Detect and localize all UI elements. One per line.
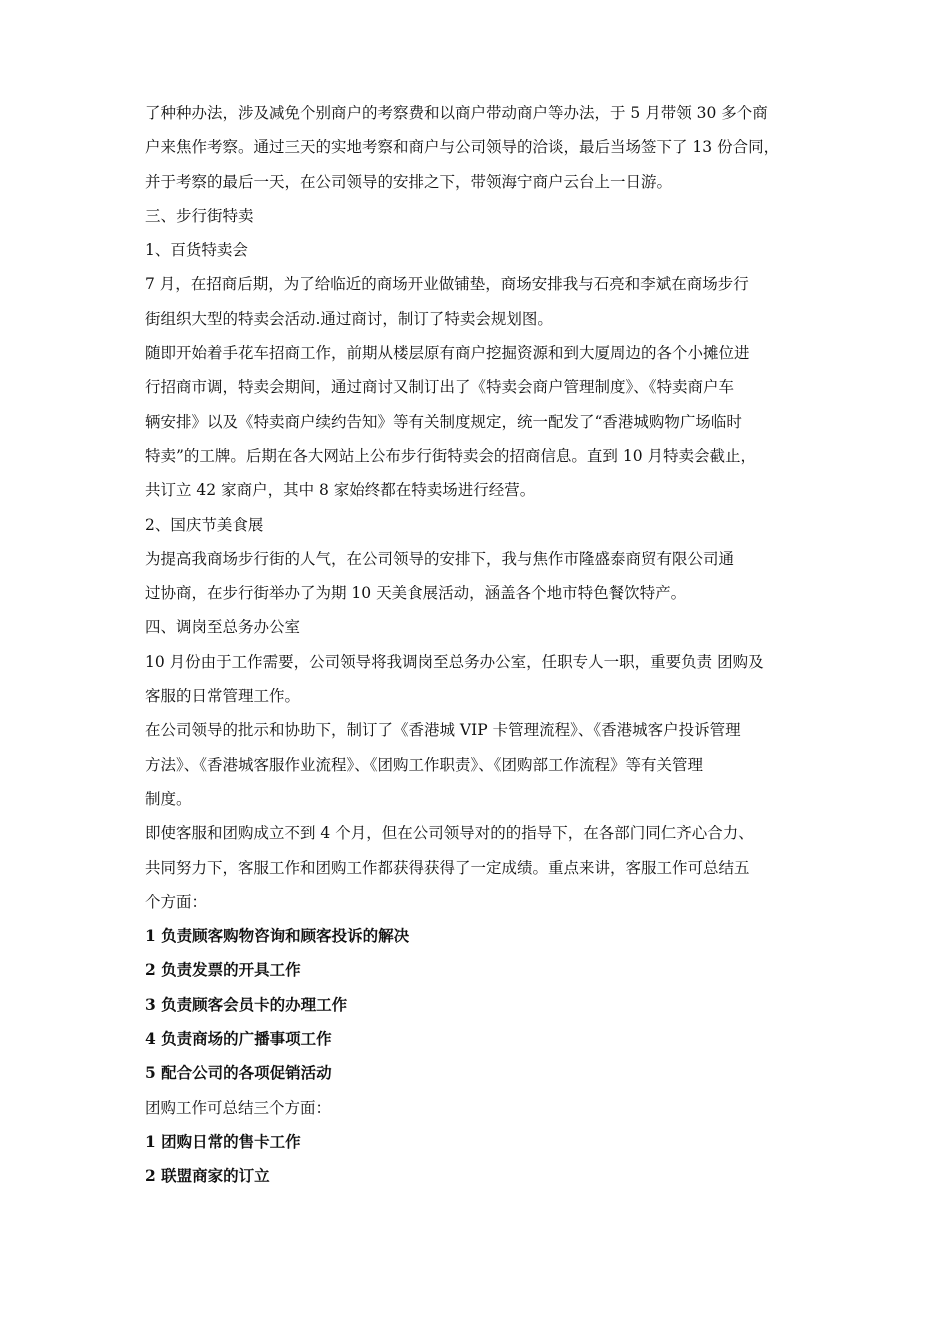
paragraph-line: 制度。: [145, 789, 192, 808]
paragraph-line: 过协商，在步行街举办了为期 10 天美食展活动，涵盖各个地市特色餐饮特产。: [145, 584, 687, 603]
paragraph-line: 了种种办法，涉及减免个别商户的考察费和以商户带动商户等办法，于 5 月带领 30 多个商: [145, 104, 768, 122]
list-item-bold: 3 负责顾客会员卡的办理工作: [145, 994, 348, 1014]
list-item-bold: 2 联盟商家的订立: [145, 1166, 270, 1186]
paragraph-line: 辆安排》以及《特卖商户续约告知》等有关制度规定，统一配发了“香港城购物广场临时: [145, 412, 742, 431]
paragraph-line: 街组织大型的特卖会活动.通过商讨，制订了特卖会规划图。: [145, 309, 553, 328]
paragraph-line: 共订立 42 家商户，其中 8 家始终都在特卖场进行经营。: [145, 481, 536, 500]
list-item-bold: 5 配合公司的各项促销活动: [145, 1063, 332, 1083]
paragraph-line: 四、调岗至总务办公室: [145, 618, 301, 637]
paragraph-line: 10 月份由于工作需要，公司领导将我调岗至总务办公室，任职专人一职，重要负责 团购及: [145, 652, 764, 671]
paragraph-line: 三、步行街特卖: [145, 206, 254, 225]
paragraph-line: 户来焦作考察。通过三天的实地考察和商户与公司领导的洽谈，最后当场签下了 13 份合同，: [145, 138, 780, 157]
paragraph-line: 方法》、《香港城客服作业流程》、《团购工作职责》、《团购部工作流程》等有关管理: [145, 755, 704, 774]
paragraph-line: 行招商市调，特卖会期间，通过商讨又制订出了《特卖会商户管理制度》、《特卖商户车: [145, 378, 735, 397]
paragraph-line: 1、百货特卖会: [145, 241, 248, 260]
paragraph-line: 7 月，在招商后期，为了给临近的商场开业做铺垫，商场安排我与石亮和李斌在商场步行: [145, 275, 749, 294]
paragraph-line: 随即开始着手花车招商工作，前期从楼层原有商户挖掘资源和到大厦周边的各个小摊位进: [145, 344, 750, 363]
paragraph-line: 特卖”的工牌。后期在各大网站上公布步行街特卖会的招商信息。直到 10 月特卖会截止，: [145, 446, 757, 465]
paragraph-line: 共同努力下，客服工作和团购工作都获得获得了一定成绩。重点来讲，客服工作可总结五: [145, 858, 750, 877]
list-item-bold: 1 团购日常的售卡工作: [145, 1131, 301, 1151]
list-item-bold: 2 负责发票的开具工作: [145, 960, 301, 980]
list-item-bold: 4 负责商场的广播事项工作: [145, 1029, 332, 1049]
paragraph-line: 个方面：: [145, 892, 208, 911]
paragraph-line: 团购工作可总结三个方面：: [145, 1098, 332, 1117]
paragraph-line: 并于考察的最后一天，在公司领导的安排之下，带领海宁商户云台上一日游。: [145, 172, 673, 191]
paragraph-line: 客服的日常管理工作。: [145, 687, 301, 706]
paragraph-line: 在公司领导的批示和协助下，制订了《香港城 VIP 卡管理流程》、《香港城客户投诉管理: [145, 721, 741, 740]
list-item-bold: 1 负责顾客购物咨询和顾客投诉的解决: [145, 926, 410, 946]
paragraph-line: 2、国庆节美食展: [145, 515, 264, 534]
document-body: [145, 96, 817, 1194]
paragraph-line: 为提高我商场步行街的人气，在公司领导的安排下，我与焦作市隆盛泰商贸有限公司通: [145, 549, 735, 568]
paragraph-line: 即使客服和团购成立不到 4 个月，但在公司领导对的的指导下，在各部门同仁齐心合力、: [145, 824, 754, 843]
